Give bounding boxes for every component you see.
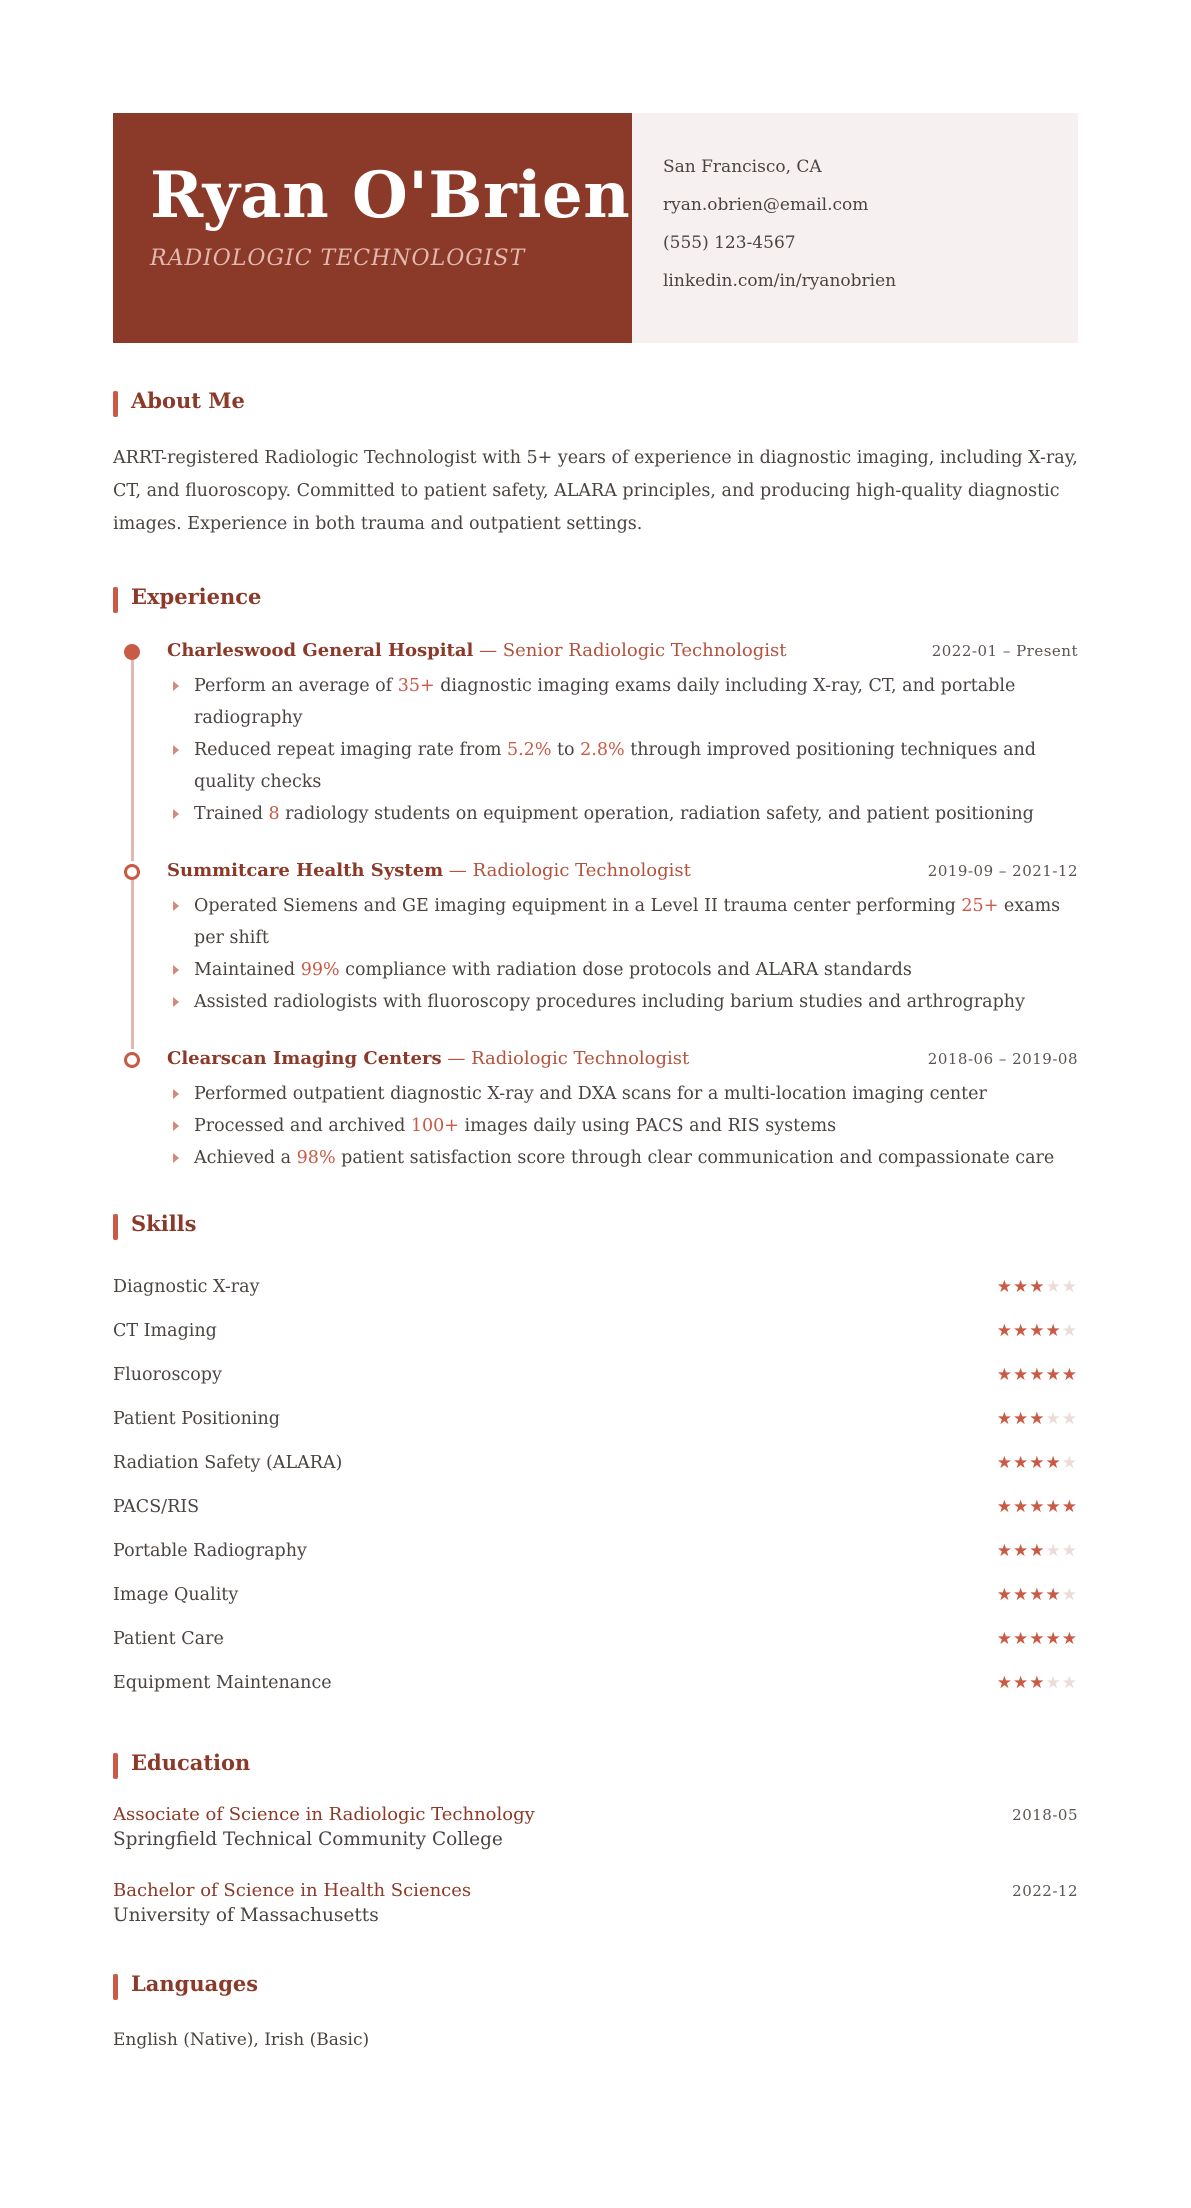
job-entry <box>113 1046 1078 1174</box>
bullet-highlight: 2.8% <box>580 740 625 760</box>
star-icon: ★ <box>996 1409 1013 1429</box>
star-icon: ★ <box>1045 1629 1062 1649</box>
education-header <box>113 1804 1078 1825</box>
languages-text: English (Native), Irish (Basic) <box>113 2030 370 2050</box>
job-entry <box>113 858 1078 1018</box>
section-bar-icon <box>113 587 118 613</box>
job-title <box>167 638 786 664</box>
star-icon: ★ <box>1045 1365 1062 1385</box>
star-icon: ★ <box>1029 1629 1046 1649</box>
job-header <box>167 1046 1078 1072</box>
education-date: 2018-05 <box>1012 1806 1078 1824</box>
skill-row <box>113 1485 1078 1529</box>
skill-row <box>113 1397 1078 1441</box>
education-item <box>113 1880 1078 1926</box>
star-icon: ★ <box>1061 1453 1078 1473</box>
skill-row <box>113 1617 1078 1661</box>
resume-page <box>113 113 1078 2050</box>
skill-row <box>113 1529 1078 1573</box>
job-header <box>167 858 1078 884</box>
experience-timeline <box>113 638 1078 1174</box>
star-icon: ★ <box>1061 1321 1078 1341</box>
job-bullets <box>167 1078 1078 1174</box>
skill-rating <box>997 1541 1078 1561</box>
star-icon: ★ <box>1029 1673 1046 1693</box>
about-section <box>113 383 1078 541</box>
timeline-dot-icon <box>124 644 140 660</box>
education-degree: Bachelor of Science in Health Sciences <box>113 1880 472 1901</box>
section-bar-icon <box>113 391 118 417</box>
bullet-highlight: 100+ <box>410 1116 459 1136</box>
star-icon: ★ <box>1045 1585 1062 1605</box>
bullet-text: radiology students on equipment operation, radiation safety, and patient positioning <box>279 804 1034 824</box>
star-icon: ★ <box>996 1453 1013 1473</box>
skill-rating <box>997 1277 1078 1297</box>
star-icon: ★ <box>1013 1585 1030 1605</box>
education-degree: Associate of Science in Radiologic Technology <box>113 1804 535 1825</box>
candidate-name: Ryan O'Brien <box>150 158 631 233</box>
job-bullet <box>167 986 1078 1018</box>
section-bar-icon <box>113 1753 118 1779</box>
education-header <box>113 1880 1078 1901</box>
skill-name: Fluoroscopy <box>113 1365 222 1385</box>
job-bullet <box>167 890 1078 954</box>
about-text: ARRT-registered Radiologic Technologist with 5+ years of experience in diagnostic imaging, including X-ray, CT, and fluoroscopy. Committed to patient safety, ALARA principles, and producing high-quality diagnostic images. Experience in both trauma and outpatient settings. <box>113 448 1078 534</box>
bullet-highlight: 8 <box>268 804 280 824</box>
star-icon: ★ <box>1013 1409 1030 1429</box>
skill-row <box>113 1265 1078 1309</box>
skill-rating <box>997 1585 1078 1605</box>
contact-location: San Francisco, CA <box>663 157 822 177</box>
bullet-text: compliance with radiation dose protocols and ALARA standards <box>339 960 912 980</box>
section-bar-icon <box>113 1214 118 1240</box>
star-icon: ★ <box>996 1365 1013 1385</box>
skills-title: Skills <box>131 1210 197 1236</box>
candidate-role: RADIOLOGIC TECHNOLOGIST <box>150 246 526 271</box>
skill-row <box>113 1309 1078 1353</box>
bullet-text: Assisted radiologists with fluoroscopy procedures including barium studies and arthrography <box>194 992 1025 1012</box>
star-icon: ★ <box>1061 1409 1078 1429</box>
star-icon: ★ <box>1061 1585 1078 1605</box>
bullet-text: to <box>551 740 581 760</box>
header-contact-panel <box>632 113 1078 343</box>
job-bullet <box>167 1142 1078 1174</box>
skill-rating <box>997 1365 1078 1385</box>
skill-name: Patient Care <box>113 1629 224 1649</box>
job-entry <box>113 638 1078 830</box>
timeline-dot-icon <box>124 864 140 880</box>
skill-name: Radiation Safety (ALARA) <box>113 1453 343 1473</box>
job-dates: 2018-06 – 2019-08 <box>927 1050 1078 1068</box>
star-icon: ★ <box>996 1541 1013 1561</box>
star-icon: ★ <box>1029 1409 1046 1429</box>
bullet-text: through improved positioning techniques and quality checks <box>194 740 1036 792</box>
bullet-highlight: 25+ <box>961 896 999 916</box>
section-title <box>113 1206 1078 1240</box>
star-icon: ★ <box>996 1673 1013 1693</box>
star-icon: ★ <box>1061 1365 1078 1385</box>
job-position: — Senior Radiologic Technologist <box>473 640 787 661</box>
star-icon: ★ <box>1061 1497 1078 1517</box>
bullet-highlight: 98% <box>296 1148 336 1168</box>
skill-row <box>113 1353 1078 1397</box>
skill-name: Equipment Maintenance <box>113 1673 332 1693</box>
education-section <box>113 1745 1078 1926</box>
star-icon: ★ <box>1013 1541 1030 1561</box>
job-title <box>167 1046 689 1072</box>
bullet-text: images daily using PACS and RIS systems <box>458 1116 837 1136</box>
bullet-text: Operated Siemens and GE imaging equipment in a Level II trauma center performing <box>194 896 962 916</box>
skill-rating <box>997 1321 1078 1341</box>
bullet-text: Achieved a <box>194 1148 297 1168</box>
education-school: Springfield Technical Community College <box>113 1829 503 1850</box>
experience-section <box>113 579 1078 1174</box>
star-icon: ★ <box>1045 1673 1062 1693</box>
skill-name: CT Imaging <box>113 1321 217 1341</box>
star-icon: ★ <box>1013 1629 1030 1649</box>
bullet-highlight: 99% <box>300 960 340 980</box>
skill-list <box>113 1265 1078 1705</box>
bullet-text: exams per shift <box>194 896 1061 948</box>
bullet-text: Maintained <box>194 960 301 980</box>
education-title: Education <box>131 1749 251 1775</box>
section-bar-icon <box>113 1974 118 2000</box>
education-item <box>113 1804 1078 1850</box>
star-icon: ★ <box>996 1629 1013 1649</box>
job-bullet <box>167 1078 1078 1110</box>
header-name-panel <box>113 113 632 343</box>
skill-name: PACS/RIS <box>113 1497 200 1517</box>
bullet-text: Processed and archived <box>194 1116 411 1136</box>
languages-section <box>113 1966 1078 2050</box>
languages-title: Languages <box>131 1970 259 1996</box>
timeline-connector <box>131 660 134 861</box>
job-bullets <box>167 670 1078 830</box>
skill-rating <box>997 1409 1078 1429</box>
section-title <box>113 383 1078 417</box>
star-icon: ★ <box>996 1497 1013 1517</box>
star-icon: ★ <box>1029 1321 1046 1341</box>
job-bullet <box>167 734 1078 798</box>
skill-row <box>113 1661 1078 1705</box>
skill-row <box>113 1441 1078 1485</box>
job-header <box>167 638 1078 664</box>
section-title <box>113 579 1078 613</box>
star-icon: ★ <box>1045 1497 1062 1517</box>
contact-email[interactable]: ryan.obrien@email.com <box>663 195 869 215</box>
timeline-dot-icon <box>124 1052 140 1068</box>
star-icon: ★ <box>1045 1541 1062 1561</box>
star-icon: ★ <box>1029 1277 1046 1297</box>
bullet-text: Performed outpatient diagnostic X-ray and DXA scans for a multi-location imaging center <box>194 1084 987 1104</box>
star-icon: ★ <box>996 1277 1013 1297</box>
contact-phone[interactable]: (555) 123-4567 <box>663 233 796 253</box>
star-icon: ★ <box>1061 1629 1078 1649</box>
skills-section <box>113 1206 1078 1705</box>
job-bullet <box>167 954 1078 986</box>
star-icon: ★ <box>1045 1321 1062 1341</box>
skill-name: Image Quality <box>113 1585 239 1605</box>
skill-name: Diagnostic X-ray <box>113 1277 260 1297</box>
bullet-text: Reduced repeat imaging rate from <box>194 740 507 760</box>
job-bullet <box>167 1110 1078 1142</box>
job-company: Charleswood General Hospital <box>167 640 474 661</box>
star-icon: ★ <box>1013 1321 1030 1341</box>
bullet-text: patient satisfaction score through clear communication and compassionate care <box>335 1148 1055 1168</box>
skill-rating <box>997 1673 1078 1693</box>
about-title: About Me <box>131 387 245 413</box>
star-icon: ★ <box>1061 1541 1078 1561</box>
star-icon: ★ <box>1029 1453 1046 1473</box>
star-icon: ★ <box>1045 1409 1062 1429</box>
star-icon: ★ <box>1045 1277 1062 1297</box>
star-icon: ★ <box>1061 1277 1078 1297</box>
star-icon: ★ <box>1045 1453 1062 1473</box>
star-icon: ★ <box>1061 1673 1078 1693</box>
section-title <box>113 1745 1078 1779</box>
experience-title: Experience <box>131 583 262 609</box>
star-icon: ★ <box>1013 1365 1030 1385</box>
skill-rating <box>997 1453 1078 1473</box>
job-bullet <box>167 670 1078 734</box>
education-school: University of Massachusetts <box>113 1905 379 1926</box>
bullet-text: Perform an average of <box>194 676 398 696</box>
job-company: Summitcare Health System <box>167 860 444 881</box>
section-title <box>113 1966 1078 2000</box>
star-icon: ★ <box>1013 1497 1030 1517</box>
skill-name: Patient Positioning <box>113 1409 280 1429</box>
star-icon: ★ <box>996 1321 1013 1341</box>
job-dates: 2019-09 – 2021-12 <box>927 862 1078 880</box>
contact-linkedin[interactable]: linkedin.com/in/ryanobrien <box>663 271 897 291</box>
star-icon: ★ <box>1029 1585 1046 1605</box>
star-icon: ★ <box>1029 1541 1046 1561</box>
star-icon: ★ <box>1013 1673 1030 1693</box>
job-dates: 2022-01 – Present <box>931 642 1078 660</box>
job-bullets <box>167 890 1078 1018</box>
skill-rating <box>997 1497 1078 1517</box>
bullet-text: diagnostic imaging exams daily including X-ray, CT, and portable radiography <box>194 676 1016 728</box>
skill-row <box>113 1573 1078 1617</box>
bullet-highlight: 35+ <box>397 676 435 696</box>
job-company: Clearscan Imaging Centers <box>167 1048 442 1069</box>
skill-rating <box>997 1629 1078 1649</box>
bullet-text: Trained <box>194 804 269 824</box>
skill-name: Portable Radiography <box>113 1541 307 1561</box>
bullet-highlight: 5.2% <box>506 740 552 760</box>
job-position: — Radiologic Technologist <box>443 860 691 881</box>
job-title <box>167 858 691 884</box>
resume-header <box>113 113 1078 343</box>
star-icon: ★ <box>1029 1497 1046 1517</box>
star-icon: ★ <box>1029 1365 1046 1385</box>
star-icon: ★ <box>1013 1453 1030 1473</box>
education-list <box>113 1804 1078 1926</box>
job-position: — Radiologic Technologist <box>441 1048 690 1069</box>
job-bullet <box>167 798 1078 830</box>
education-date: 2022-12 <box>1012 1882 1078 1900</box>
timeline-connector <box>131 880 134 1049</box>
star-icon: ★ <box>996 1585 1013 1605</box>
star-icon: ★ <box>1013 1277 1030 1297</box>
